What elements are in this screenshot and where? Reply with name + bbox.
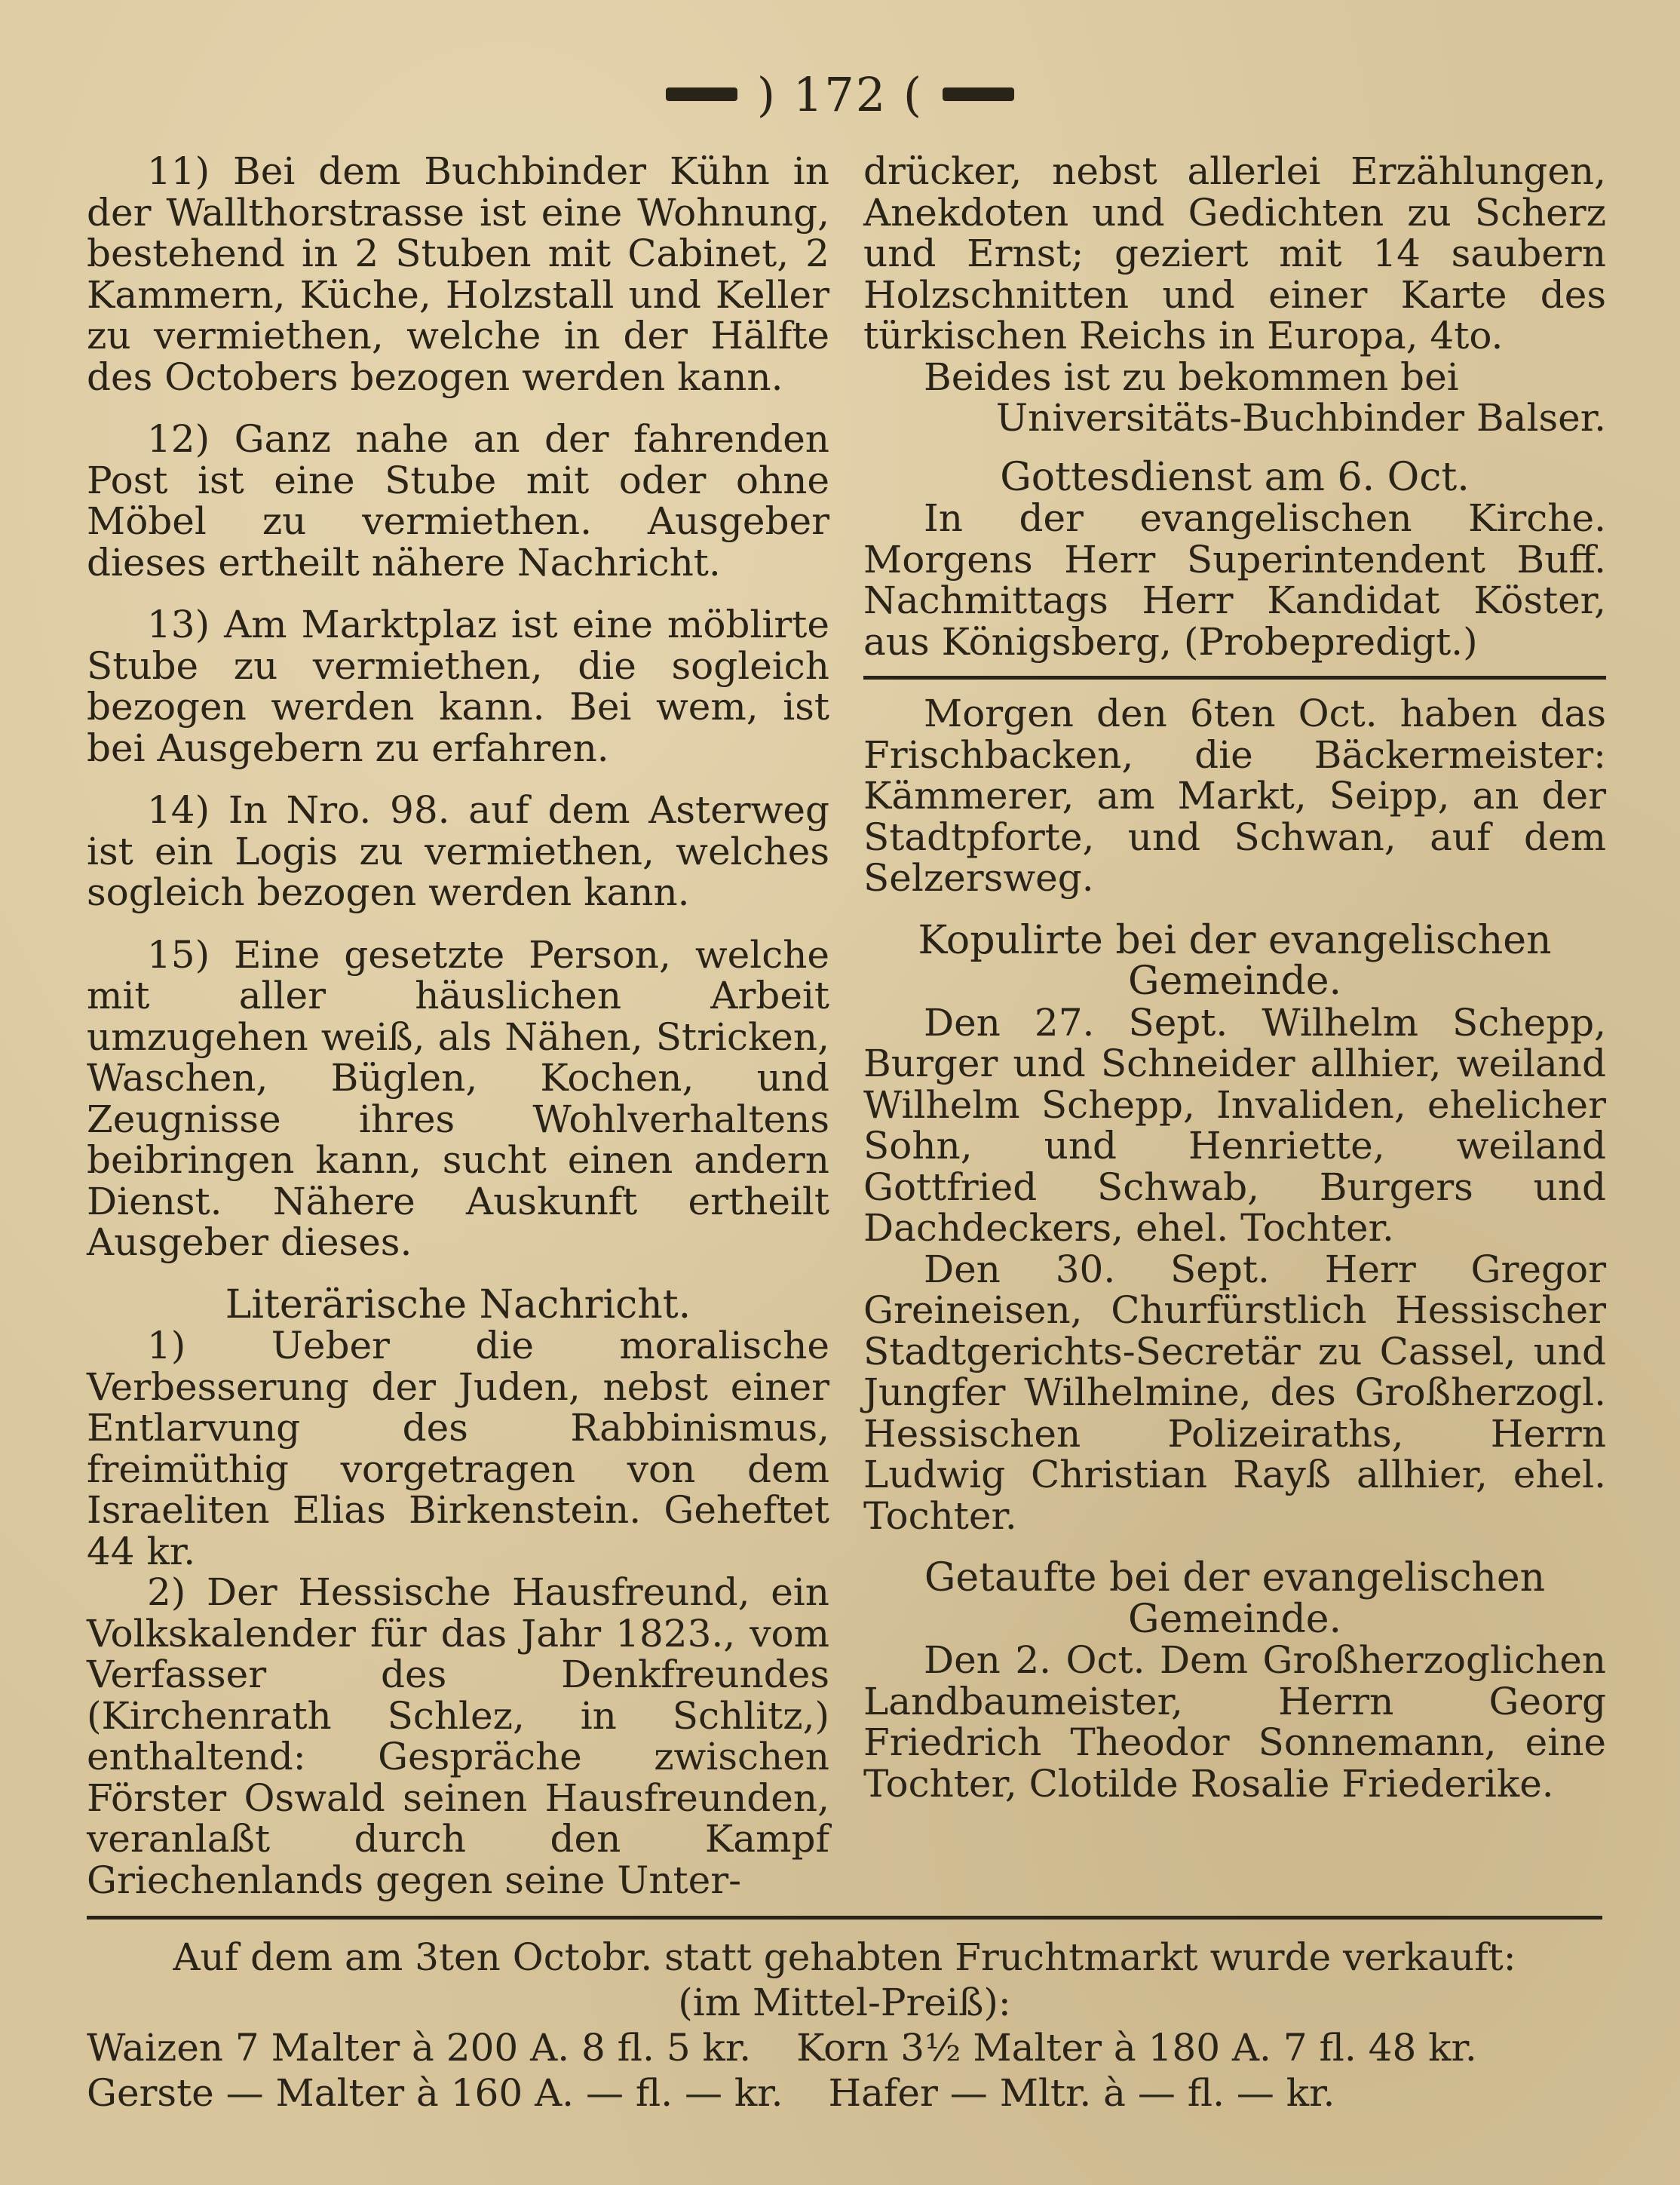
market-report — [87, 1916, 1602, 2116]
left-column — [87, 151, 829, 1901]
literary-availability: Beides ist zu bekommen bei — [924, 354, 1459, 399]
notice-14: 14) In Nro. 98. auf dem Asterweg ist ein Logis zu vermiethen, welches sogleich bezogen werden kann. — [87, 788, 829, 914]
service-heading: Gottesdienst am 6. Oct. — [1000, 454, 1470, 500]
market-row-1 — [87, 2025, 1602, 2070]
oats-price: Hafer — Mltr. à — fl. — kr. — [828, 2071, 1335, 2115]
wheat-price: Waizen 7 Malter à 200 A. 8 fl. 5 kr. — [87, 2026, 752, 2070]
married-heading: Kopulirte bei der evangelischen Gemeinde. — [918, 917, 1552, 1004]
married-entry-2: Den 30. Sept. Herr Gregor Greineisen, Churfürstlich Hessischer Stadtgerichts-Secretär zu Cassel, und Jungfer Wilhelmine, des Großherzogl. Hessischen Polizeiraths, Herrn Ludwig Christian Rayß allhier, ehel. Tochter. — [863, 1247, 1606, 1538]
barley-price: Gerste — Malter à 160 A. — fl. — kr. — [87, 2071, 783, 2115]
literary-item-2: 2) Der Hessische Hausfreund, ein Volkskalender für das Jahr 1823., vom Verfasser des Denkfreundes (Kirchenrath Schlez, in Schlitz,) enthaltend: Gespräche zwischen Förster Oswald seinen Hausfreunden, veranlaßt durch den Kampf Griechenlands gegen seine Unter- — [87, 1570, 829, 1902]
left-ornament — [666, 87, 737, 101]
baptized-heading: Getaufte bei der evangelischen Gemeinde. — [924, 1555, 1546, 1642]
divider — [863, 676, 1606, 680]
baptized-entry-1: Den 2. Oct. Dem Großherzoglichen Landbaumeister, Herrn Georg Friedrich Theodor Sonnemann, eine Tochter, Clotilde Rosalie Friederike. — [863, 1638, 1606, 1806]
service-text: In der evangelischen Kirche. Morgens Herr Superintendent Buff. Nachmittags Herr Kandidat Köster, aus Königsberg, (Probepredigt.) — [863, 496, 1606, 664]
literary-item-2-continued: drücker, nebst allerlei Erzählungen, Anekdoten und Gedichten zu Scherz und Ernst; geziert mit 14 saubern Holzschnitten und einer Karte des türkischen Reichs in Europa, 4to. — [863, 149, 1606, 358]
notice-11: 11) Bei dem Buchbinder Kühn in der Wallthorstrasse ist eine Wohnung, bestehend in 2 Stuben mit Cabinet, 2 Kammern, Küche, Holzstall und Keller zu vermiethen, welche in der Hälfte des Octobers bezogen werden kann. — [87, 149, 829, 399]
right-column — [863, 151, 1606, 1804]
page-header — [0, 60, 1680, 128]
market-subheading: (im Mittel-Preiß): — [678, 1981, 1011, 2024]
literary-seller: Universitäts-Buchbinder Balser. — [995, 396, 1606, 440]
literary-heading: Literärische Nachricht. — [225, 1281, 691, 1327]
notice-15: 15) Eine gesetzte Person, welche mit aller häuslichen Arbeit umzugehen weiß, als Nähen, Stricken, Waschen, Büglen, Kochen, und Zeugnisse ihres Wohlverhaltens beibringen kann, sucht einen andern Dienst. Nähere Auskunft ertheilt Ausgeber dieses. — [87, 932, 829, 1264]
market-heading: Auf dem am 3ten Octobr. statt gehabten Fruchtmarkt wurde verkauft: — [173, 1935, 1516, 1979]
married-entry-1: Den 27. Sept. Wilhelm Schepp, Burger und Schneider allhier, weiland Wilhelm Schepp, Invaliden, ehelicher Sohn, und Henriette, weiland Gottfried Schwab, Burgers und Dachdeckers, ehel. Tochter. — [863, 1000, 1606, 1250]
page-number: ) 172 ( — [756, 66, 924, 122]
market-divider — [87, 1916, 1602, 1920]
right-ornament — [943, 87, 1014, 101]
rye-price: Korn 3½ Malter à 180 A. 7 fl. 48 kr. — [796, 2026, 1477, 2070]
literary-item-1: 1) Ueber die moralische Verbesserung der Juden, nebst einer Entlarvung des Rabbinismus, freimüthig vorgetragen von dem Israeliten Elias Birkenstein. Geheftet 44 kr. — [87, 1324, 829, 1573]
notice-12: 12) Ganz nahe an der fahrenden Post ist eine Stube mit oder ohne Möbel zu vermiethen. Ausgeber dieses ertheilt nähere Nachricht. — [87, 417, 829, 585]
market-row-2 — [87, 2070, 1602, 2116]
notice-13: 13) Am Marktplaz ist eine möblirte Stube zu vermiethen, die sogleich bezogen werden kann. Bei wem, ist bei Ausgebern zu erfahren. — [87, 603, 829, 770]
bakers-notice: Morgen den 6ten Oct. haben das Frischbacken, die Bäckermeister: Kämmerer, am Markt, Seipp, an der Stadtpforte, und Schwan, auf dem Selzersweg. — [863, 692, 1606, 900]
